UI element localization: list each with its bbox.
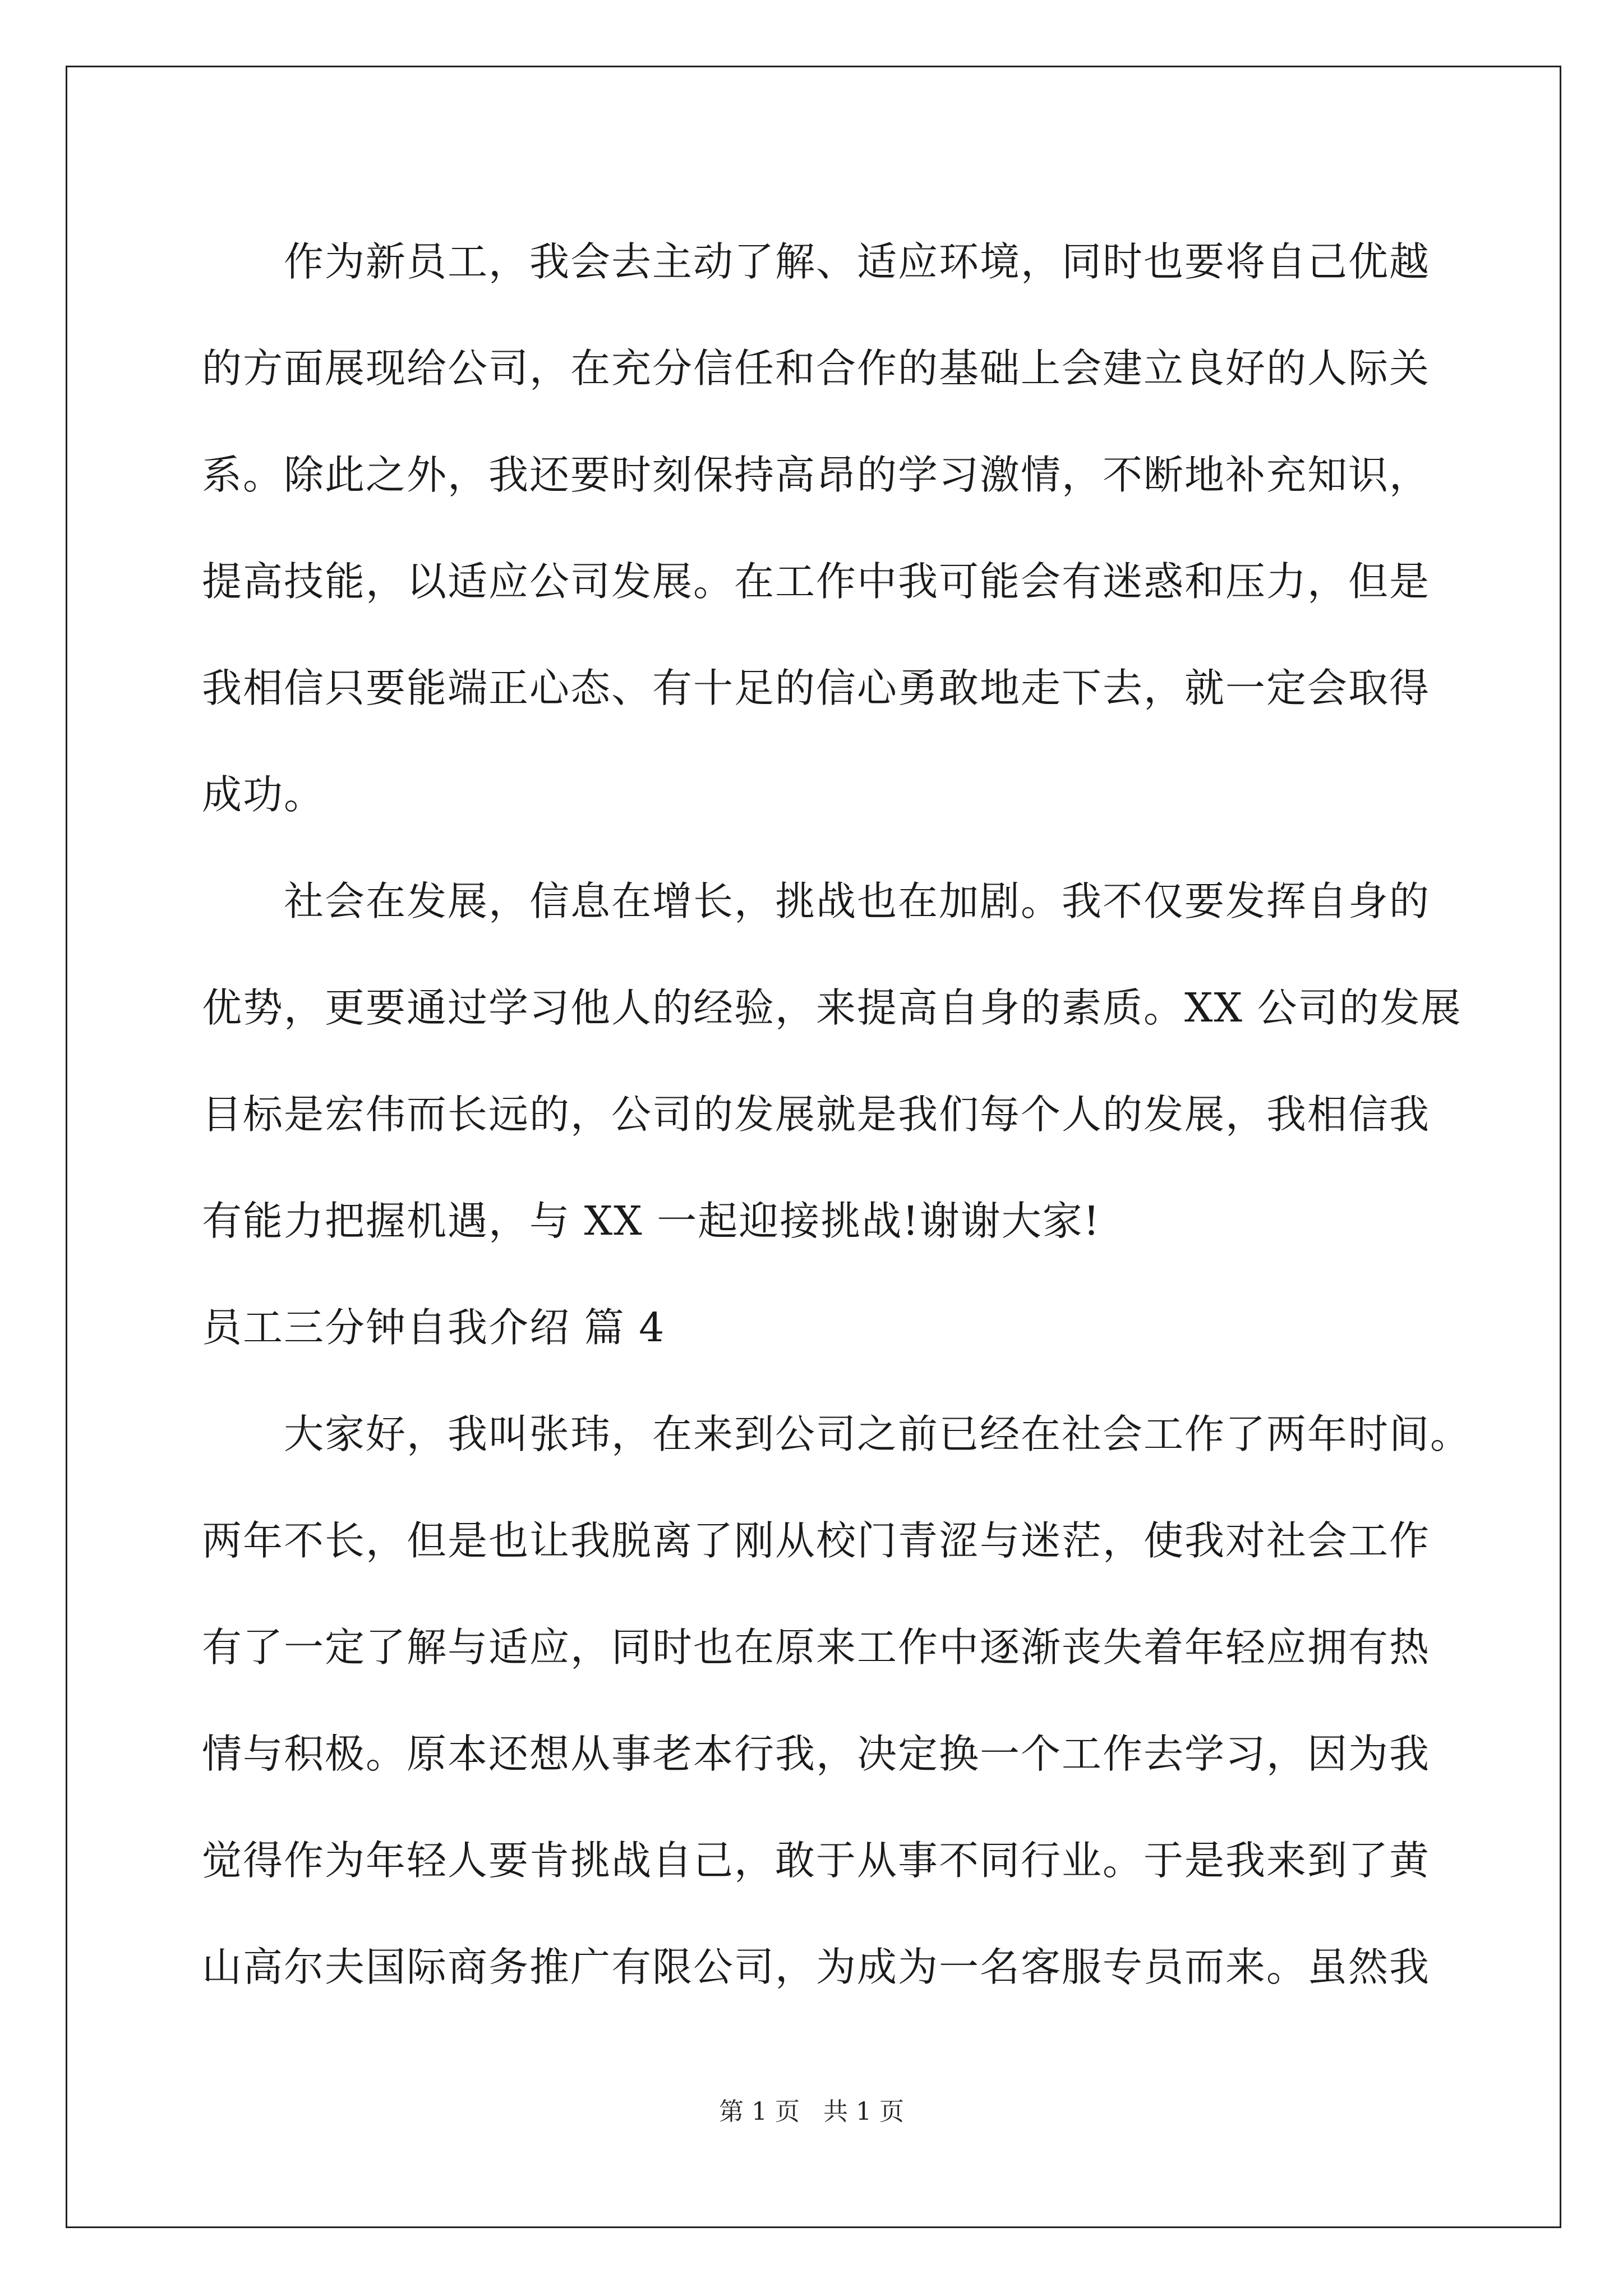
page-number-footer: 第 1 页 共 1 页 [719,2097,904,2126]
paragraph-line: 觉得作为年轻人要肯挑战自己，敢于从事不同行业。于是我来到了黄 [202,1837,1431,1884]
paragraph-line: 我相信只要能端正心态、有十足的信心勇敢地走下去，就一定会取得 [202,665,1431,711]
section-heading: 员工三分钟自我介绍 篇 4 [202,1304,666,1351]
paragraph-line: 山高尔夫国际商务推广有限公司，为成为一名客服专员而来。虽然我 [202,1944,1431,1990]
paragraph-line: 社会在发展，信息在增长，挑战也在加剧。我不仅要发挥自身的 [284,878,1431,924]
paragraph-line: 成功。 [202,771,325,818]
paragraph-line: 两年不长，但是也让我脱离了刚从校门青涩与迷茫，使我对社会工作 [202,1517,1431,1564]
paragraph-line: 目标是宏伟而长远的，公司的发展就是我们每个人的发展，我相信我 [202,1091,1431,1138]
paragraph-line: 有能力把握机遇，与 XX 一起迎接挑战!谢谢大家! [202,1198,1101,1244]
paragraph-line: 作为新员工，我会去主动了解、适应环境，同时也要将自己优越 [284,238,1431,285]
paragraph-line: 的方面展现给公司，在充分信任和合作的基础上会建立良好的人际关 [202,345,1431,392]
paragraph-line: 有了一定了解与适应，同时也在原来工作中逐渐丧失着年轻应拥有热 [202,1624,1431,1671]
paragraph-line: 大家好，我叫张玮，在来到公司之前已经在社会工作了两年时间。 [284,1411,1472,1457]
paragraph-line: 优势，更要通过学习他人的经验，来提高自身的素质。XX 公司的发展 [202,984,1462,1031]
paragraph-line: 提高技能，以适应公司发展。在工作中我可能会有迷惑和压力，但是 [202,558,1431,605]
paragraph-line: 情与积极。原本还想从事老本行我，决定换一个工作去学习，因为我 [202,1731,1431,1777]
paragraph-line: 系。除此之外，我还要时刻保持高昂的学习激情，不断地补充知识， [202,452,1431,498]
document-body [202,209,1472,2021]
